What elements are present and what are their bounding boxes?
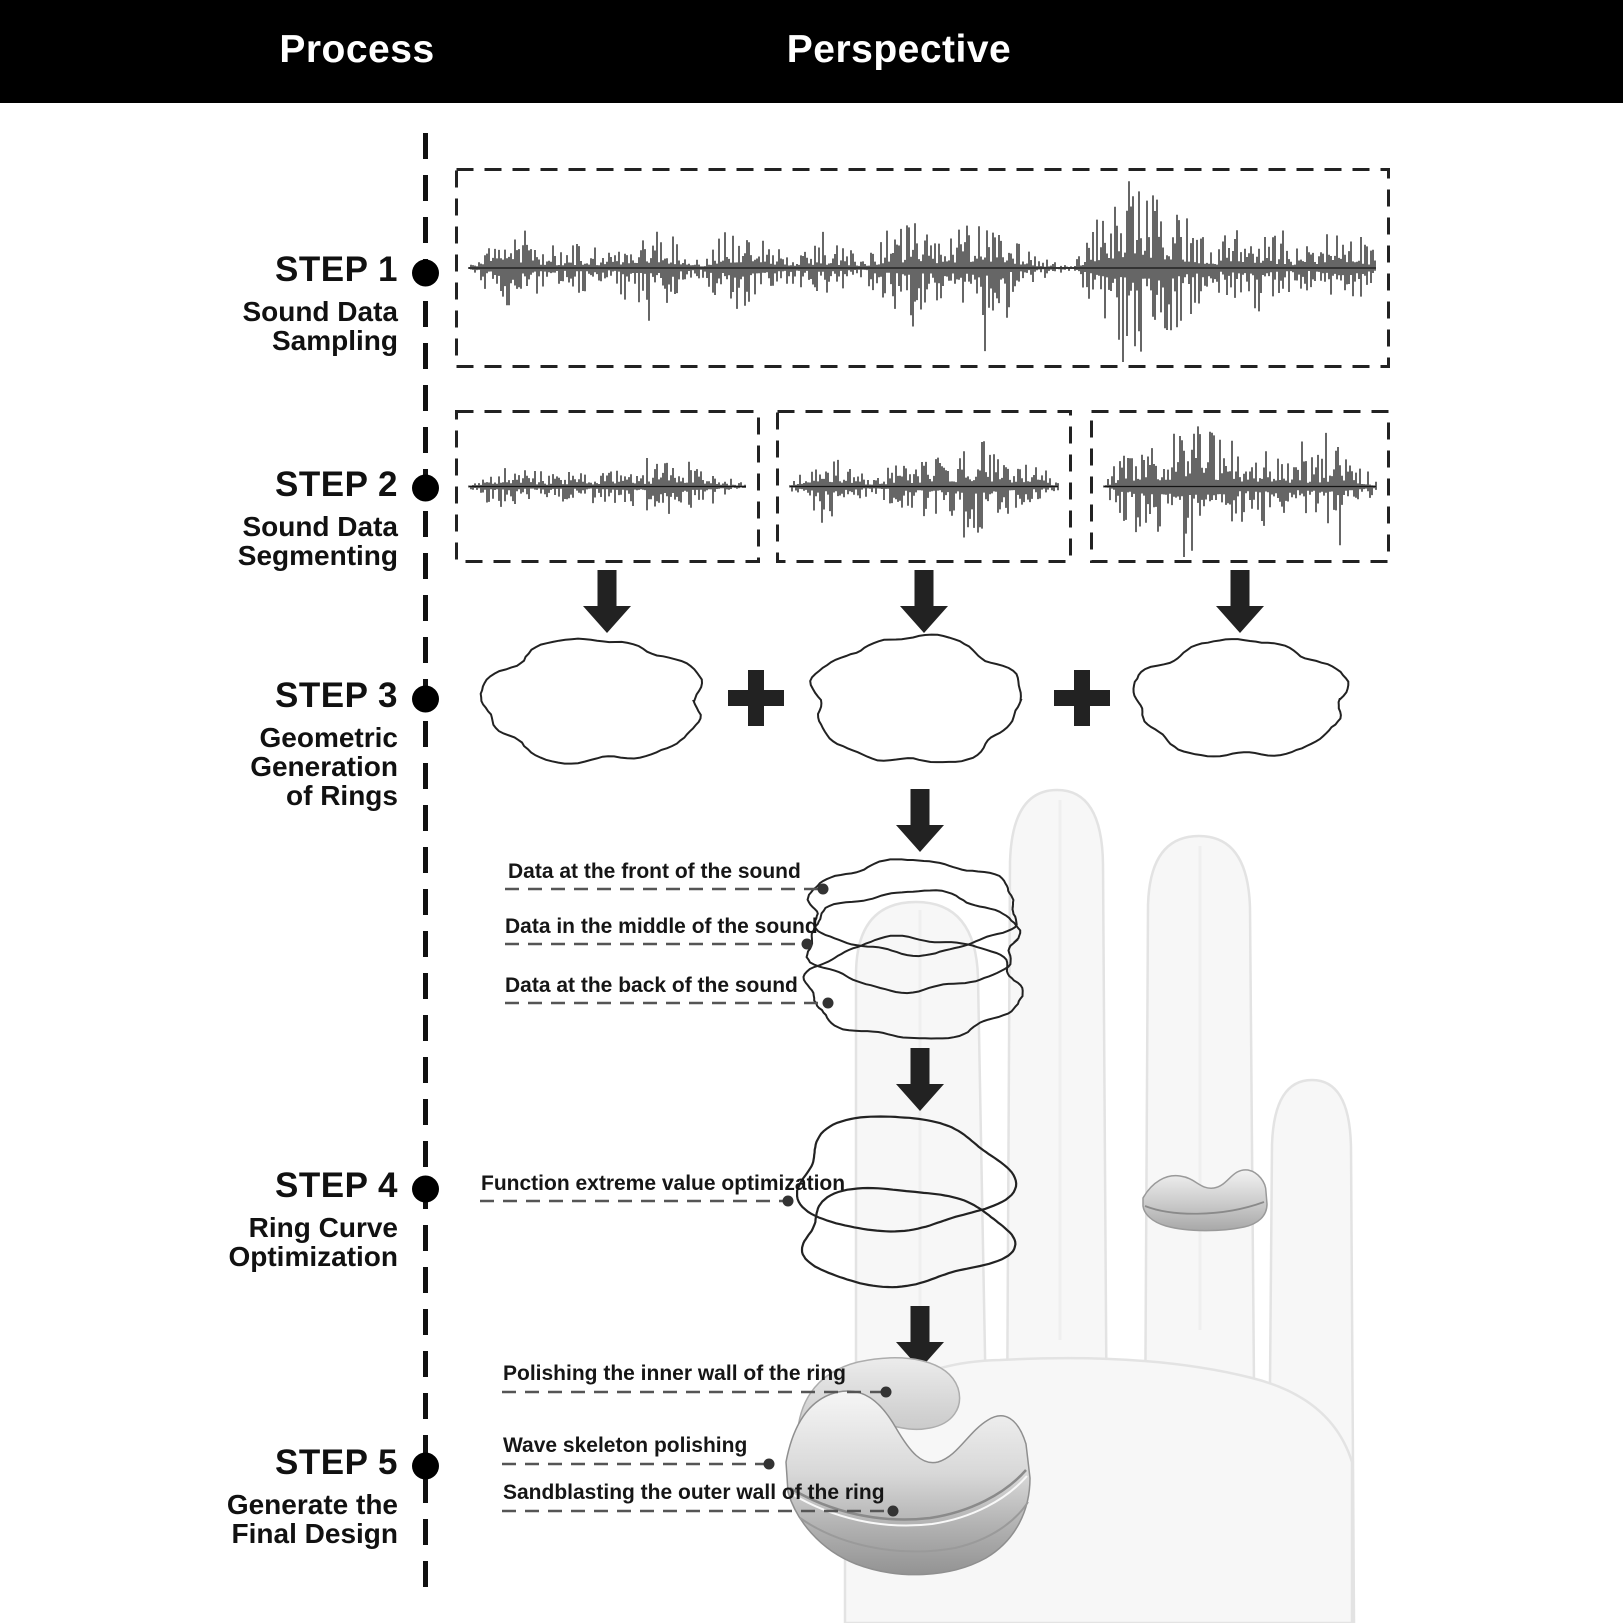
step-5-number: STEP 5: [275, 1443, 398, 1482]
ring-outline-1: [481, 639, 702, 764]
step-1-title: [242, 297, 398, 355]
waveform-plot: [1090, 410, 1390, 563]
step-4-number: STEP 4: [275, 1166, 398, 1205]
step-1-number: STEP 1: [275, 250, 398, 289]
column-title-process: Process: [279, 28, 435, 71]
leader-dot: [802, 939, 813, 950]
step-5-title: [227, 1490, 398, 1548]
leader-dot: [783, 1196, 794, 1207]
step-3-label: [250, 677, 398, 810]
step-3-title-line1: Geometric: [259, 721, 398, 753]
annotation-sandblast: Sandblasting the outer wall of the ring: [503, 1481, 885, 1504]
annotation-optimization: Function extreme value optimization: [481, 1172, 846, 1195]
waveform-box-segment2: [776, 410, 1072, 563]
waveform-box-step1: [455, 168, 1390, 368]
bullet-icon: [412, 475, 439, 502]
annotation-middle-data: Data in the middle of the sound: [505, 915, 818, 938]
step-3-title: [250, 723, 398, 810]
waveform-trace: [1104, 426, 1376, 557]
waveform-trace: [469, 458, 746, 514]
bullet-icon: [412, 1176, 439, 1203]
leader-dot: [881, 1387, 892, 1398]
down-arrow-icon: [1216, 570, 1264, 633]
step-5-title-line2: Final Design: [231, 1517, 398, 1549]
ring-outline-group: [481, 635, 1349, 764]
step-5-title-line1: Generate the: [226, 1488, 398, 1520]
leader-dot: [888, 1506, 899, 1517]
step-3-title-line2: Generation: [250, 750, 398, 782]
step-4-title: [228, 1213, 398, 1271]
waveform-plot: [455, 410, 760, 563]
waveform-plot: [776, 410, 1072, 563]
step-3-title-line3: of Rings: [286, 779, 398, 811]
step-2-label: [238, 466, 398, 570]
step-4-title-line1: Ring Curve: [248, 1211, 398, 1243]
header-bar: [0, 0, 1623, 103]
step-1-label: [242, 251, 398, 355]
waveform-box-segment3: [1090, 410, 1390, 563]
leader-dot: [823, 998, 834, 1009]
plus-icon: [728, 670, 784, 726]
annotation-polish-inner: Polishing the inner wall of the ring: [503, 1362, 847, 1385]
bullet-icon: [412, 1453, 439, 1480]
step-2-title-line1: Sound Data: [242, 510, 398, 542]
down-arrow-icon: [900, 570, 948, 633]
bullet-icon: [412, 686, 439, 713]
annotation-back-data: Data at the back of the sound: [505, 974, 798, 997]
step-5-label: [227, 1444, 398, 1548]
down-arrow-icon: [583, 570, 631, 633]
step-1-title-line2: Sampling: [271, 324, 398, 356]
down-arrow-icon: [896, 789, 944, 852]
step-4-title-line2: Optimization: [228, 1240, 398, 1272]
waveform-plot: [455, 168, 1390, 368]
waveform-trace: [469, 181, 1376, 362]
ring-outline-3: [1134, 639, 1349, 756]
annotation-front-data: Data at the front of the sound: [508, 860, 801, 883]
annotation-wave-skeleton: Wave skeleton polishing: [503, 1434, 748, 1457]
step-2-title: [238, 512, 398, 570]
ring-outline-2: [810, 635, 1021, 763]
step-3-number: STEP 3: [275, 676, 398, 715]
waveform-trace: [790, 441, 1058, 537]
step-4-label: [228, 1167, 398, 1271]
step-1-title-line1: Sound Data: [242, 295, 398, 327]
column-title-perspective: Perspective: [786, 28, 1012, 71]
waveform-box-segment1: [455, 410, 760, 563]
plus-icon: [1054, 670, 1110, 726]
bullet-icon: [412, 260, 439, 287]
leader-dot: [764, 1459, 775, 1470]
step-2-title-line2: Segmenting: [237, 539, 398, 571]
step-2-number: STEP 2: [275, 465, 398, 504]
leader-dot: [818, 884, 829, 895]
